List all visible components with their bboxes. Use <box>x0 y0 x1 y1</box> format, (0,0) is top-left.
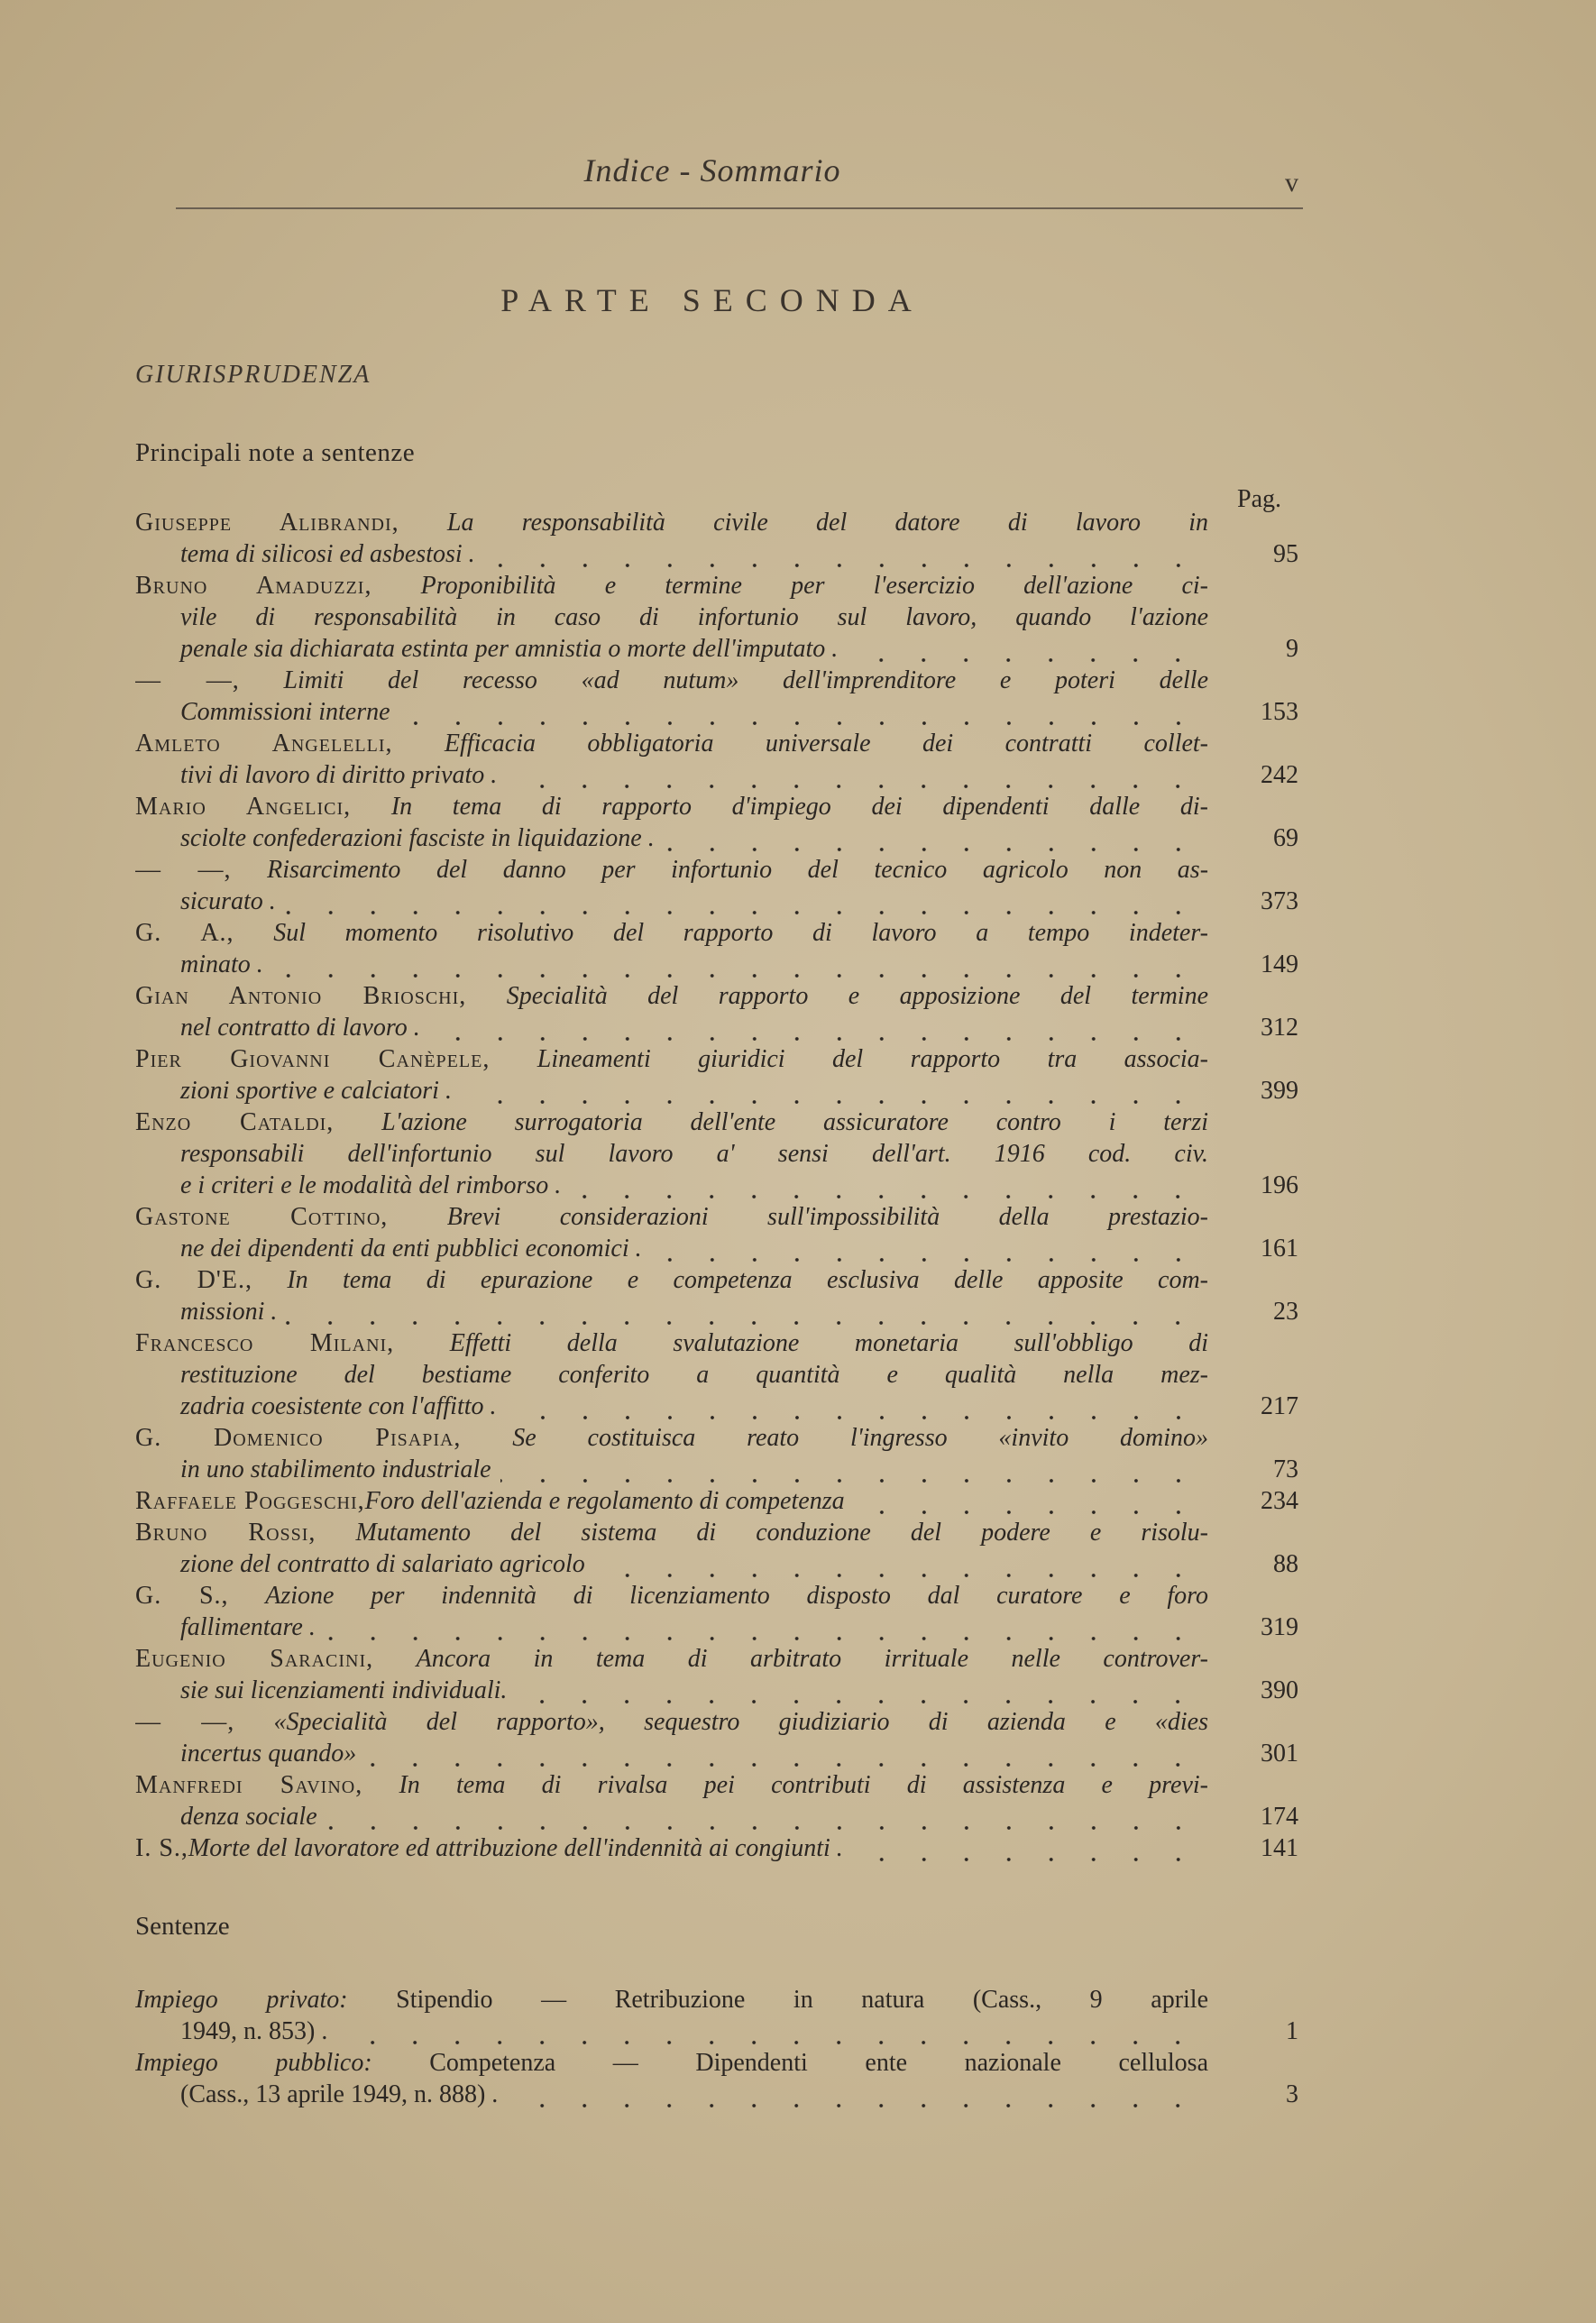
entry-page: 153 <box>1261 698 1298 726</box>
entry-line <box>135 633 1298 665</box>
entry-title: In tema di rivalsa pei contributi di assistenza e previ- <box>399 1771 1208 1799</box>
dot-leader <box>286 1308 1199 1327</box>
dot-leader <box>570 1181 1199 1201</box>
entry-title: Azione per indennità di licenziamento disposto dal curatore e foro <box>265 1582 1208 1610</box>
toc-entry <box>135 1706 1307 1769</box>
dot-leader <box>651 1244 1199 1264</box>
entry-line <box>135 1738 1298 1769</box>
entry-title: incertus quando» <box>180 1740 357 1768</box>
toc-entry <box>135 917 1307 980</box>
entry-title: sicurato . <box>180 887 276 915</box>
entry-line <box>135 538 1298 570</box>
toc-entry <box>135 1485 1307 1517</box>
toc-entry <box>135 728 1307 791</box>
entry-author: Amleto Angelelli, <box>135 730 393 758</box>
toc-entry <box>135 1422 1307 1485</box>
dot-leader <box>399 708 1199 728</box>
entry-title: ne dei dipendenti da enti pubblici economici . <box>180 1235 642 1262</box>
entry-title: Limiti del recesso «ad nutum» dell'imprenditore e poteri delle <box>283 666 1208 694</box>
entry-line <box>135 917 1208 949</box>
entry-title: Mutamento del sistema di conduzione del podere e risolu- <box>355 1519 1208 1547</box>
entry-page: 217 <box>1261 1392 1298 1420</box>
page-number: v <box>1285 168 1298 197</box>
entry-page: 399 <box>1261 1077 1298 1105</box>
dot-leader <box>506 1402 1199 1422</box>
entry-line <box>135 601 1208 633</box>
entry-line <box>135 1643 1208 1675</box>
entry-line <box>135 507 1208 538</box>
entry-line <box>135 1043 1208 1075</box>
entry-title: fallimentare . <box>180 1613 316 1641</box>
entry-line <box>135 1359 1208 1391</box>
entry-line <box>135 1675 1298 1706</box>
entry-title: La responsabilità civile del datore di lavoro in <box>446 509 1208 537</box>
toc-entry <box>135 1327 1307 1422</box>
entry-author: Pier Giovanni Canèpele, <box>135 1045 491 1073</box>
entry-page: 73 <box>1273 1455 1298 1483</box>
dot-leader <box>847 645 1199 665</box>
toc-entry <box>135 665 1307 728</box>
entry-author: — —, <box>135 666 240 694</box>
sentenze-heading: Sentenze <box>135 1912 230 1941</box>
entry-page: 373 <box>1261 887 1298 915</box>
entry-line <box>135 1391 1298 1422</box>
entry-line <box>135 1454 1298 1485</box>
entry-line <box>135 728 1208 759</box>
entry-author: G. D'E., <box>135 1266 252 1294</box>
entry-title: Commissioni interne <box>180 698 390 726</box>
dot-leader <box>506 771 1199 791</box>
entry-text: Stipendio — Retribuzione in natura (Cass., 9 aprile <box>396 1986 1208 2014</box>
entry-title: Foro dell'azienda e regolamento di competenza <box>364 1487 845 1515</box>
entry-line <box>135 1138 1208 1170</box>
entry-line <box>135 1832 1298 1864</box>
entry-author: Gian Antonio Brioschi, <box>135 982 467 1010</box>
entry-title: Morte del lavoratore ed attribuzione dell'indennità ai congiunti . <box>188 1834 843 1862</box>
toc-entry <box>135 1264 1307 1327</box>
entry-author: — —, <box>135 856 232 884</box>
entry-title: restituzione del bestiame conferito a quantità e qualità nella mez- <box>180 1361 1208 1389</box>
entry-page: 3 <box>1286 2080 1298 2108</box>
entry-line <box>135 822 1298 854</box>
entry-title: vile di responsabilità in caso di infortunio sul lavoro, quando l'azione <box>180 603 1208 631</box>
entry-author: Manfredi Savino, <box>135 1771 363 1799</box>
entry-title: Lineamenti giuridici del rapporto tra associa- <box>537 1045 1208 1073</box>
entry-title: zadria coesistente con l'affitto . <box>180 1392 497 1420</box>
toc-entry <box>135 507 1307 570</box>
entry-title: Risarcimento del danno per infortunio del tecnico agricolo non as- <box>267 856 1208 884</box>
entry-title: Effetti della svalutazione monetaria sull'obbligo di <box>449 1329 1208 1357</box>
entry-title: L'azione surrogatoria dell'ente assicuratore contro i terzi <box>381 1108 1208 1136</box>
toc-entry <box>135 570 1307 665</box>
entry-title: In tema di epurazione e competenza esclusiva delle apposite com- <box>287 1266 1208 1294</box>
entry-line <box>135 1580 1208 1611</box>
dot-leader <box>272 960 1199 980</box>
entry-page: 161 <box>1261 1235 1298 1262</box>
entry-title: Sul momento risolutivo del rapporto di lavoro a tempo indeter- <box>273 919 1208 947</box>
entry-line <box>135 1611 1298 1643</box>
entry-line <box>135 1517 1208 1548</box>
dot-leader <box>429 1024 1199 1043</box>
entry-title: tema di silicosi ed asbestosi . <box>180 540 475 568</box>
entry-title: In tema di rapporto d'impiego dei dipendenti dalle di- <box>390 793 1208 821</box>
entry-line <box>135 570 1208 601</box>
entry-author: Bruno Amaduzzi, <box>135 572 372 600</box>
entry-page: 319 <box>1261 1613 1298 1641</box>
entry-text: (Cass., 13 aprile 1949, n. 888) . <box>180 2080 499 2108</box>
toc-entry <box>135 1517 1307 1580</box>
toc-entry <box>135 1043 1307 1106</box>
dot-leader <box>285 897 1199 917</box>
entry-title: responsabili dell'infortunio sul lavoro a' sensi dell'art. 1916 cod. civ. <box>180 1140 1208 1168</box>
toc-entry <box>135 1832 1307 1864</box>
entry-line <box>135 1106 1208 1138</box>
entry-line <box>135 1327 1208 1359</box>
entry-title: denza sociale <box>180 1803 317 1831</box>
entry-title: in uno stabilimento industriale <box>180 1455 491 1483</box>
entry-label: Impiego pubblico: <box>135 2049 372 2077</box>
dot-leader <box>336 2027 1199 2047</box>
entry-line <box>135 1170 1298 1201</box>
entry-line <box>135 1012 1298 1043</box>
dot-leader <box>507 2090 1199 2110</box>
dot-leader <box>594 1560 1199 1580</box>
entry-line <box>135 696 1298 728</box>
entry-page: 95 <box>1273 540 1298 568</box>
entry-line <box>135 886 1298 917</box>
entry-page: 1 <box>1286 2017 1298 2045</box>
entry-line <box>135 2015 1298 2047</box>
entry-text: 1949, n. 853) . <box>180 2017 328 2045</box>
page-column-label: Pag. <box>1237 485 1281 513</box>
toc-entry <box>135 791 1307 854</box>
entry-line <box>135 1485 1298 1517</box>
entry-title: sie sui licenziamenti individuali. <box>180 1676 508 1704</box>
entry-line <box>135 854 1208 886</box>
entry-author: G. A., <box>135 919 234 947</box>
entry-title: sciolte confederazioni fasciste in liquidazione . <box>180 824 655 852</box>
entry-title: Specialità del rapporto e apposizione del termine <box>506 982 1208 1010</box>
dot-leader <box>325 1623 1199 1643</box>
entry-author: Giuseppe Alibrandi, <box>135 509 399 537</box>
section-heading: GIURISPRUDENZA <box>135 361 371 389</box>
entry-line <box>135 2047 1208 2079</box>
toc-entry <box>135 854 1307 917</box>
entry-title: zione del contratto di salariato agricolo <box>180 1550 585 1578</box>
entry-author: Bruno Rossi, <box>135 1519 316 1547</box>
entry-line <box>135 1201 1208 1233</box>
entry-title: Ancora in tema di arbitrato irrituale nelle controver- <box>416 1645 1208 1673</box>
entry-title: e i criteri e le modalità del rimborso . <box>180 1171 562 1199</box>
toc-entry <box>135 1580 1307 1643</box>
toc-entry <box>135 2047 1307 2110</box>
entry-title: nel contratto di lavoro . <box>180 1014 420 1042</box>
dot-leader <box>326 1813 1199 1832</box>
entry-page: 149 <box>1261 950 1298 978</box>
entry-title: Se costituisca reato l'ingresso «invito domino» <box>512 1424 1208 1452</box>
dot-leader <box>664 834 1199 854</box>
entry-author: Gastone Cottino, <box>135 1203 389 1231</box>
running-title: Indice - Sommario <box>583 152 841 188</box>
notes-heading: Principali note a sentenze <box>135 438 416 467</box>
sentenze-list <box>135 1984 1307 2110</box>
entry-label: Impiego privato: <box>135 1986 348 2014</box>
entry-line <box>135 1769 1208 1801</box>
entry-page: 390 <box>1261 1676 1298 1704</box>
entry-author: — —, <box>135 1708 235 1736</box>
entry-page: 196 <box>1261 1171 1298 1199</box>
entry-line <box>135 791 1208 822</box>
entry-page: 141 <box>1261 1834 1298 1862</box>
entry-line <box>135 665 1208 696</box>
entry-author: Enzo Cataldi, <box>135 1108 335 1136</box>
entry-author: G. Domenico Pisapia, <box>135 1424 462 1452</box>
entry-title: «Specialità del rapporto», sequestro giudiziario di azienda e «dies <box>273 1708 1208 1736</box>
entry-line <box>135 1422 1208 1454</box>
toc-entry <box>135 980 1307 1043</box>
toc-entry <box>135 1984 1307 2047</box>
dot-leader <box>852 1844 1199 1864</box>
entry-page: 88 <box>1273 1550 1298 1578</box>
entry-line <box>135 1075 1298 1106</box>
entry-line <box>135 1296 1298 1327</box>
entry-author: Raffaele Poggeschi, <box>135 1487 365 1515</box>
entry-title: Brevi considerazioni sull'impossibilità della prestazio- <box>446 1203 1208 1231</box>
entry-title: tivi di lavoro di diritto privato . <box>180 761 498 789</box>
entry-page: 234 <box>1261 1487 1298 1515</box>
entry-line <box>135 980 1208 1012</box>
entry-title: penale sia dichiarata estinta per amnistia o morte dell'imputato . <box>180 635 839 663</box>
entry-page: 9 <box>1286 635 1298 663</box>
entry-title: Efficacia obbligatoria universale dei contratti collet- <box>444 730 1208 758</box>
dot-leader <box>484 550 1199 570</box>
entry-author: Eugenio Saracini, <box>135 1645 374 1673</box>
toc-entry <box>135 1201 1307 1264</box>
entry-line <box>135 1548 1298 1580</box>
entry-line <box>135 759 1298 791</box>
entry-page: 242 <box>1261 761 1298 789</box>
toc-entry <box>135 1643 1307 1706</box>
entry-title: zioni sportive e calciatori . <box>180 1077 452 1105</box>
entry-page: 301 <box>1261 1740 1298 1768</box>
entry-line <box>135 1984 1208 2015</box>
dot-leader <box>365 1749 1199 1769</box>
dot-leader <box>854 1497 1199 1517</box>
entry-title: minato . <box>180 950 263 978</box>
dot-leader <box>516 1686 1199 1706</box>
entry-author: I. S., <box>135 1834 188 1862</box>
notes-list <box>135 507 1307 1864</box>
entry-text: Competenza — Dipendenti ente nazionale cellulosa <box>429 2049 1208 2077</box>
entry-line <box>135 2079 1298 2110</box>
part-title: PARTE SECONDA <box>500 282 924 318</box>
entry-author: G. S., <box>135 1582 229 1610</box>
dot-leader <box>500 1465 1199 1485</box>
entry-title: Proponibilità e termine per l'esercizio dell'azione ci- <box>420 572 1208 600</box>
toc-entry <box>135 1106 1307 1201</box>
entry-author: Mario Angelici, <box>135 793 352 821</box>
entry-line <box>135 1264 1208 1296</box>
entry-author: Francesco Milani, <box>135 1329 395 1357</box>
entry-page: 69 <box>1273 824 1298 852</box>
header-rule <box>176 207 1303 209</box>
entry-page: 23 <box>1273 1298 1298 1326</box>
entry-title: missioni . <box>180 1298 278 1326</box>
entry-page: 312 <box>1261 1014 1298 1042</box>
entry-line <box>135 949 1298 980</box>
entry-line <box>135 1233 1298 1264</box>
toc-entry <box>135 1769 1307 1832</box>
entry-page: 174 <box>1261 1803 1298 1831</box>
entry-line <box>135 1706 1208 1738</box>
entry-line <box>135 1801 1298 1832</box>
dot-leader <box>461 1087 1199 1106</box>
